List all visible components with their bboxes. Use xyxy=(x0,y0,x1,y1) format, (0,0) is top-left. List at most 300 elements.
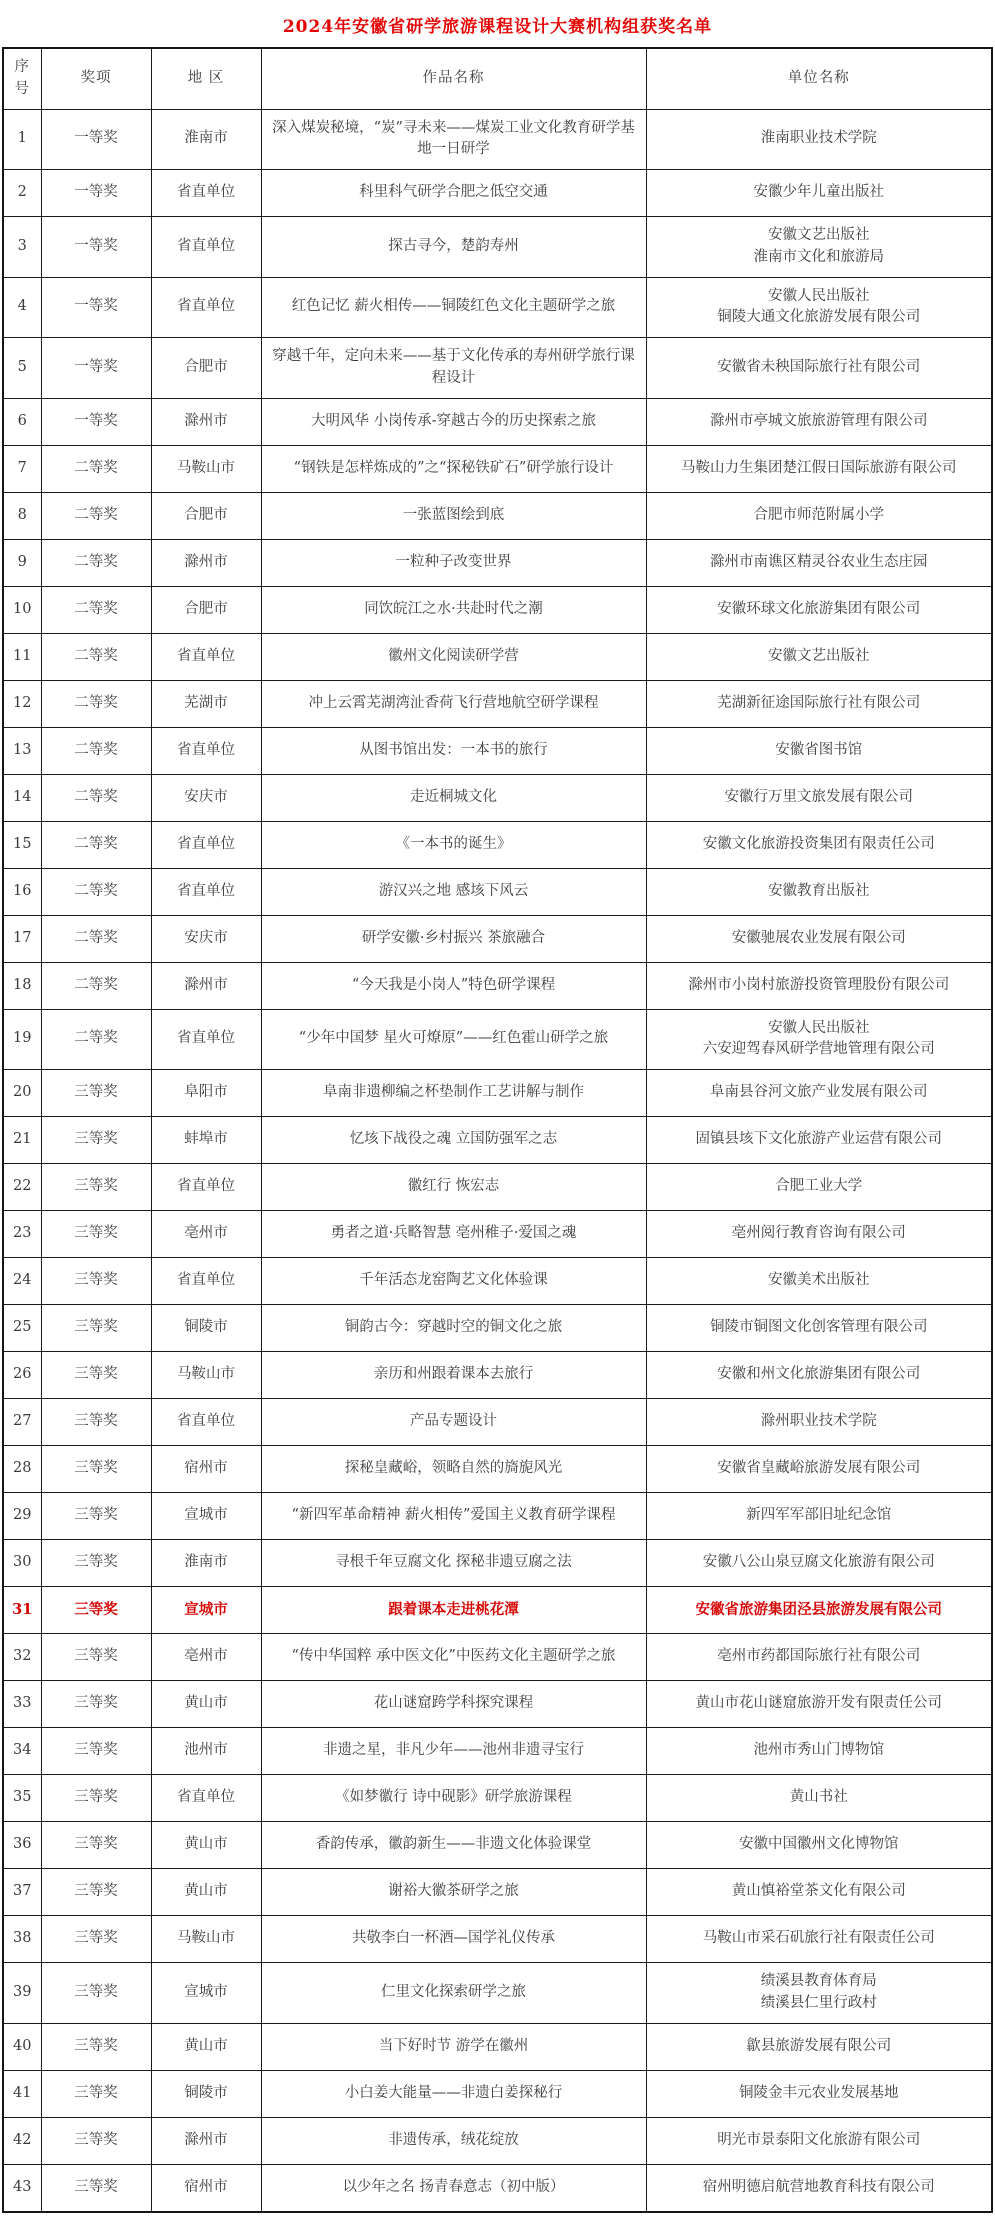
unit-line: 安徽驰展农业发展有限公司 xyxy=(731,929,906,946)
unit-line: 黄山书社 xyxy=(789,1789,848,1806)
cell-work: 跟着课本走进桃花潭 xyxy=(261,1587,646,1634)
table-row xyxy=(3,170,992,217)
unit-line: 合肥工业大学 xyxy=(775,1178,863,1195)
cell-award: 三等奖 xyxy=(41,1493,151,1540)
table-row xyxy=(3,1681,992,1728)
unit-line: 铜陵市铜图文化创客管理有限公司 xyxy=(710,1319,928,1336)
table-row xyxy=(3,1775,992,1822)
cell-award: 三等奖 xyxy=(41,1305,151,1352)
table-row xyxy=(3,1587,992,1634)
unit-line: 明光市景泰阳文化旅游有限公司 xyxy=(717,2131,921,2148)
cell-no: 40 xyxy=(3,2023,41,2070)
table-row xyxy=(3,1869,992,1916)
cell-region: 宿州市 xyxy=(151,2164,261,2212)
table-row xyxy=(3,2164,992,2212)
cell-region: 省直单位 xyxy=(151,868,261,915)
cell-region: 铜陵市 xyxy=(151,2070,261,2117)
cell-award: 二等奖 xyxy=(41,539,151,586)
cell-region: 阜阳市 xyxy=(151,1070,261,1117)
cell-region: 省直单位 xyxy=(151,277,261,338)
table-row xyxy=(3,1540,992,1587)
cell-work: 探古寻今，楚韵寿州 xyxy=(261,217,646,278)
unit-line: 固镇县垓下文化旅游产业运营有限公司 xyxy=(695,1131,942,1148)
unit-line: 滁州职业技术学院 xyxy=(760,1413,877,1430)
unit-line: 马鞍山力生集团楚江假日国际旅游有限公司 xyxy=(681,459,957,476)
cell-no: 33 xyxy=(3,1681,41,1728)
unit-line: 亳州阅行教育咨询有限公司 xyxy=(731,1225,906,1242)
cell-no: 13 xyxy=(3,727,41,774)
cell-unit xyxy=(646,1587,992,1634)
cell-award: 三等奖 xyxy=(41,1869,151,1916)
cell-region: 滁州市 xyxy=(151,962,261,1009)
cell-no: 39 xyxy=(3,1963,41,2024)
cell-no: 26 xyxy=(3,1352,41,1399)
cell-no: 16 xyxy=(3,868,41,915)
cell-work: 同饮皖江之水·共赴时代之潮 xyxy=(261,586,646,633)
cell-region: 池州市 xyxy=(151,1728,261,1775)
cell-unit xyxy=(646,1681,992,1728)
cell-no: 34 xyxy=(3,1728,41,1775)
cell-award: 三等奖 xyxy=(41,1587,151,1634)
cell-no: 20 xyxy=(3,1070,41,1117)
cell-no: 37 xyxy=(3,1869,41,1916)
table-row xyxy=(3,1009,992,1070)
cell-region: 安庆市 xyxy=(151,915,261,962)
cell-unit xyxy=(646,1634,992,1681)
cell-no: 1 xyxy=(3,109,41,170)
cell-region: 合肥市 xyxy=(151,338,261,399)
cell-work: “传中华国粹 承中医文化”中医药文化主题研学之旅 xyxy=(261,1634,646,1681)
cell-region: 省直单位 xyxy=(151,1399,261,1446)
cell-no: 24 xyxy=(3,1258,41,1305)
cell-unit xyxy=(646,1869,992,1916)
cell-work: 穿越千年，定向未来——基于文化传承的寿州研学旅行课程设计 xyxy=(261,338,646,399)
cell-work: 研学安徽·乡村振兴 茶旅融合 xyxy=(261,915,646,962)
cell-no: 27 xyxy=(3,1399,41,1446)
cell-award: 二等奖 xyxy=(41,727,151,774)
unit-line: 宿州明德启航营地教育科技有限公司 xyxy=(702,2178,935,2195)
cell-award: 三等奖 xyxy=(41,1164,151,1211)
header-award: 奖项 xyxy=(41,48,151,109)
cell-work: 铜韵古今：穿越时空的铜文化之旅 xyxy=(261,1305,646,1352)
cell-award: 三等奖 xyxy=(41,2164,151,2212)
page-title: 2024年安徽省研学旅游课程设计大赛机构组获奖名单 xyxy=(282,17,713,37)
cell-region: 亳州市 xyxy=(151,1211,261,1258)
unit-line: 安徽人民出版社 xyxy=(768,1019,870,1036)
unit-line: 安徽行万里文旅发展有限公司 xyxy=(724,788,913,805)
cell-no: 2 xyxy=(3,170,41,217)
table-row xyxy=(3,1634,992,1681)
award-table xyxy=(2,47,993,2213)
cell-unit xyxy=(646,1540,992,1587)
cell-award: 三等奖 xyxy=(41,2070,151,2117)
cell-unit xyxy=(646,492,992,539)
cell-unit xyxy=(646,1305,992,1352)
cell-region: 滁州市 xyxy=(151,2117,261,2164)
cell-work: 冲上云霄芜湖湾沚香荷飞行营地航空研学课程 xyxy=(261,680,646,727)
table-row xyxy=(3,774,992,821)
unit-line: 滁州市亭城文旅旅游管理有限公司 xyxy=(710,412,928,429)
cell-region: 淮南市 xyxy=(151,1540,261,1587)
table-row xyxy=(3,445,992,492)
cell-no: 14 xyxy=(3,774,41,821)
cell-work: 非遗之星，非凡少年——池州非遗寻宝行 xyxy=(261,1728,646,1775)
cell-unit xyxy=(646,109,992,170)
cell-no: 12 xyxy=(3,680,41,727)
cell-region: 省直单位 xyxy=(151,1164,261,1211)
unit-line: 铜陵大通文化旅游发展有限公司 xyxy=(717,309,921,326)
cell-unit xyxy=(646,445,992,492)
cell-unit xyxy=(646,217,992,278)
cell-work: 游汉兴之地 感垓下风云 xyxy=(261,868,646,915)
unit-line: 歙县旅游发展有限公司 xyxy=(746,2037,892,2054)
cell-no: 11 xyxy=(3,633,41,680)
cell-region: 淮南市 xyxy=(151,109,261,170)
table-row xyxy=(3,1399,992,1446)
cell-no: 15 xyxy=(3,821,41,868)
table-row xyxy=(3,1211,992,1258)
table-row xyxy=(3,915,992,962)
unit-line: 黄山市花山谜窟旅游开发有限责任公司 xyxy=(695,1695,942,1712)
cell-no: 31 xyxy=(3,1587,41,1634)
cell-no: 21 xyxy=(3,1117,41,1164)
cell-unit xyxy=(646,821,992,868)
table-row xyxy=(3,821,992,868)
cell-award: 三等奖 xyxy=(41,1775,151,1822)
unit-line: 安徽环球文化旅游集团有限公司 xyxy=(717,600,921,617)
table-row xyxy=(3,1164,992,1211)
cell-unit xyxy=(646,1728,992,1775)
cell-region: 省直单位 xyxy=(151,727,261,774)
unit-line: 滁州市小岗村旅游投资管理股份有限公司 xyxy=(688,976,950,993)
cell-no: 32 xyxy=(3,1634,41,1681)
cell-region: 合肥市 xyxy=(151,492,261,539)
table-row xyxy=(3,1352,992,1399)
table-row xyxy=(3,1916,992,1963)
table-row xyxy=(3,1258,992,1305)
cell-unit xyxy=(646,1117,992,1164)
cell-region: 马鞍山市 xyxy=(151,445,261,492)
unit-line: 芜湖新征途国际旅行社有限公司 xyxy=(717,694,921,711)
cell-work: 一粒种子改变世界 xyxy=(261,539,646,586)
cell-award: 二等奖 xyxy=(41,821,151,868)
cell-unit xyxy=(646,680,992,727)
cell-unit xyxy=(646,633,992,680)
cell-unit xyxy=(646,1070,992,1117)
cell-work: 非遗传承，绒花绽放 xyxy=(261,2117,646,2164)
table-row xyxy=(3,1305,992,1352)
unit-line: 合肥市师范附属小学 xyxy=(753,506,884,523)
unit-line: 铜陵金丰元农业发展基地 xyxy=(739,2084,899,2101)
cell-region: 省直单位 xyxy=(151,1775,261,1822)
unit-line: 安徽省皇藏峪旅游发展有限公司 xyxy=(717,1460,921,1477)
header-no: 序号 xyxy=(3,48,41,109)
table-row xyxy=(3,338,992,399)
cell-region: 宣城市 xyxy=(151,1963,261,2024)
cell-unit xyxy=(646,915,992,962)
unit-line: 安徽人民出版社 xyxy=(768,287,870,304)
table-row xyxy=(3,1822,992,1869)
table-row xyxy=(3,1963,992,2024)
cell-unit xyxy=(646,170,992,217)
cell-award: 三等奖 xyxy=(41,1117,151,1164)
table-header-row xyxy=(3,48,992,109)
cell-work: 仁里文化探索研学之旅 xyxy=(261,1963,646,2024)
cell-work: 花山谜窟跨学科探究课程 xyxy=(261,1681,646,1728)
unit-line: 安徽八公山泉豆腐文化旅游有限公司 xyxy=(702,1554,935,1571)
unit-line: 新四军军部旧址纪念馆 xyxy=(746,1507,892,1524)
cell-work: 千年活态龙窑陶艺文化体验课 xyxy=(261,1258,646,1305)
table-row xyxy=(3,1493,992,1540)
cell-no: 17 xyxy=(3,915,41,962)
cell-unit xyxy=(646,2164,992,2212)
cell-award: 二等奖 xyxy=(41,445,151,492)
table-row xyxy=(3,109,992,170)
table-row xyxy=(3,1070,992,1117)
cell-unit xyxy=(646,2023,992,2070)
cell-award: 二等奖 xyxy=(41,1009,151,1070)
cell-region: 安庆市 xyxy=(151,774,261,821)
cell-no: 30 xyxy=(3,1540,41,1587)
cell-award: 二等奖 xyxy=(41,492,151,539)
cell-unit xyxy=(646,1258,992,1305)
unit-line: 马鞍山市采石矶旅行社有限责任公司 xyxy=(702,1930,935,1947)
cell-region: 省直单位 xyxy=(151,170,261,217)
cell-region: 马鞍山市 xyxy=(151,1916,261,1963)
cell-award: 三等奖 xyxy=(41,2023,151,2070)
cell-work: 勇者之道·兵略智慧 亳州稚子·爱国之魂 xyxy=(261,1211,646,1258)
cell-unit xyxy=(646,1775,992,1822)
unit-line: 安徽省旅游集团泾县旅游发展有限公司 xyxy=(695,1601,942,1619)
cell-unit xyxy=(646,868,992,915)
unit-line: 滁州市南谯区精灵谷农业生态庄园 xyxy=(710,553,928,570)
cell-unit xyxy=(646,1963,992,2024)
cell-work: “新四军革命精神 薪火相传”爱国主义教育研学课程 xyxy=(261,1493,646,1540)
table-row xyxy=(3,1117,992,1164)
cell-no: 3 xyxy=(3,217,41,278)
cell-award: 三等奖 xyxy=(41,1446,151,1493)
table-row xyxy=(3,680,992,727)
cell-unit xyxy=(646,586,992,633)
cell-no: 41 xyxy=(3,2070,41,2117)
cell-region: 黄山市 xyxy=(151,1822,261,1869)
cell-no: 5 xyxy=(3,338,41,399)
cell-work: 忆垓下战役之魂 立国防强军之志 xyxy=(261,1117,646,1164)
cell-unit xyxy=(646,1352,992,1399)
table-row xyxy=(3,962,992,1009)
cell-region: 亳州市 xyxy=(151,1634,261,1681)
cell-award: 一等奖 xyxy=(41,109,151,170)
cell-award: 三等奖 xyxy=(41,1258,151,1305)
table-row xyxy=(3,2117,992,2164)
table-body xyxy=(3,109,992,2212)
cell-work: 科里科气研学合肥之低空交通 xyxy=(261,170,646,217)
cell-award: 一等奖 xyxy=(41,338,151,399)
cell-region: 芜湖市 xyxy=(151,680,261,727)
cell-region: 宣城市 xyxy=(151,1587,261,1634)
cell-region: 省直单位 xyxy=(151,633,261,680)
unit-line: 六安迎驾春风研学营地管理有限公司 xyxy=(702,1041,935,1058)
table-row xyxy=(3,217,992,278)
cell-award: 三等奖 xyxy=(41,1399,151,1446)
cell-no: 7 xyxy=(3,445,41,492)
cell-work: 徽州文化阅读研学营 xyxy=(261,633,646,680)
cell-unit xyxy=(646,727,992,774)
cell-work: 大明风华 小岗传承-穿越古今的历史探索之旅 xyxy=(261,398,646,445)
cell-award: 二等奖 xyxy=(41,774,151,821)
unit-line: 安徽教育出版社 xyxy=(768,882,870,899)
cell-award: 二等奖 xyxy=(41,586,151,633)
cell-no: 4 xyxy=(3,277,41,338)
cell-award: 二等奖 xyxy=(41,868,151,915)
cell-no: 10 xyxy=(3,586,41,633)
cell-work: 《如梦徽行 诗中砚影》研学旅游课程 xyxy=(261,1775,646,1822)
cell-work: 《一本书的诞生》 xyxy=(261,821,646,868)
unit-line: 绩溪县教育体育局 xyxy=(760,1973,877,1989)
cell-work: 当下好时节 游学在徽州 xyxy=(261,2023,646,2070)
cell-award: 一等奖 xyxy=(41,398,151,445)
cell-work: 寻根千年豆腐文化 探秘非遗豆腐之法 xyxy=(261,1540,646,1587)
cell-region: 省直单位 xyxy=(151,1009,261,1070)
cell-award: 三等奖 xyxy=(41,1634,151,1681)
unit-line: 池州市秀山门博物馆 xyxy=(753,1742,884,1759)
unit-line: 淮南职业技术学院 xyxy=(760,130,877,147)
cell-unit xyxy=(646,774,992,821)
cell-award: 三等奖 xyxy=(41,1540,151,1587)
cell-work: 小白姜大能量——非遗白姜探秘行 xyxy=(261,2070,646,2117)
table-row xyxy=(3,633,992,680)
cell-award: 二等奖 xyxy=(41,962,151,1009)
cell-no: 18 xyxy=(3,962,41,1009)
cell-no: 38 xyxy=(3,1916,41,1963)
unit-line: 安徽中国徽州文化博物馆 xyxy=(739,1836,899,1853)
cell-region: 黄山市 xyxy=(151,1869,261,1916)
cell-no: 35 xyxy=(3,1775,41,1822)
cell-region: 合肥市 xyxy=(151,586,261,633)
cell-no: 36 xyxy=(3,1822,41,1869)
unit-line: 亳州市药都国际旅行社有限公司 xyxy=(717,1648,921,1665)
cell-work: 香韵传承，徽韵新生——非遗文化体验课堂 xyxy=(261,1822,646,1869)
table-row xyxy=(3,277,992,338)
table-row xyxy=(3,539,992,586)
cell-unit xyxy=(646,962,992,1009)
cell-region: 黄山市 xyxy=(151,2023,261,2070)
cell-no: 29 xyxy=(3,1493,41,1540)
unit-line: 安徽省图书馆 xyxy=(775,741,863,758)
cell-unit xyxy=(646,1493,992,1540)
cell-work: 谢裕大徽茶研学之旅 xyxy=(261,1869,646,1916)
cell-no: 8 xyxy=(3,492,41,539)
cell-region: 宣城市 xyxy=(151,1493,261,1540)
cell-award: 二等奖 xyxy=(41,680,151,727)
cell-region: 铜陵市 xyxy=(151,1305,261,1352)
cell-region: 蚌埠市 xyxy=(151,1117,261,1164)
cell-work: 徽红行 恢宏志 xyxy=(261,1164,646,1211)
cell-unit xyxy=(646,398,992,445)
table-row xyxy=(3,586,992,633)
cell-unit xyxy=(646,277,992,338)
table-row xyxy=(3,868,992,915)
table-row xyxy=(3,1446,992,1493)
unit-line: 安徽和州文化旅游集团有限公司 xyxy=(717,1366,921,1383)
table-row xyxy=(3,398,992,445)
table-row xyxy=(3,2070,992,2117)
cell-work: 走近桐城文化 xyxy=(261,774,646,821)
cell-region: 省直单位 xyxy=(151,821,261,868)
unit-line: 安徽美术出版社 xyxy=(768,1272,870,1289)
cell-award: 三等奖 xyxy=(41,1963,151,2024)
cell-unit xyxy=(646,1446,992,1493)
cell-region: 滁州市 xyxy=(151,398,261,445)
cell-award: 一等奖 xyxy=(41,170,151,217)
cell-no: 43 xyxy=(3,2164,41,2212)
header-region: 地 区 xyxy=(151,48,261,109)
cell-work: “少年中国梦 星火可燎原”——红色霍山研学之旅 xyxy=(261,1009,646,1070)
cell-unit xyxy=(646,338,992,399)
cell-award: 一等奖 xyxy=(41,277,151,338)
cell-award: 三等奖 xyxy=(41,1822,151,1869)
cell-work: “钢铁是怎样炼成的”之“探秘铁矿石”研学旅行设计 xyxy=(261,445,646,492)
unit-line: 绩溪县仁里行政村 xyxy=(760,1994,877,2011)
table-row xyxy=(3,492,992,539)
cell-unit xyxy=(646,2070,992,2117)
cell-unit xyxy=(646,1399,992,1446)
cell-unit xyxy=(646,1916,992,1963)
cell-award: 三等奖 xyxy=(41,1681,151,1728)
cell-award: 三等奖 xyxy=(41,1211,151,1258)
cell-award: 三等奖 xyxy=(41,1728,151,1775)
cell-region: 宿州市 xyxy=(151,1446,261,1493)
cell-region: 省直单位 xyxy=(151,217,261,278)
unit-line: 阜南县谷河文旅产业发展有限公司 xyxy=(710,1084,928,1101)
cell-award: 三等奖 xyxy=(41,1070,151,1117)
unit-line: 安徽文艺出版社 xyxy=(768,227,870,243)
cell-region: 省直单位 xyxy=(151,1258,261,1305)
table-row xyxy=(3,2023,992,2070)
cell-work: 一张蓝图绘到底 xyxy=(261,492,646,539)
cell-award: 二等奖 xyxy=(41,915,151,962)
unit-line: 安徽少年儿童出版社 xyxy=(753,184,884,201)
unit-line: 安徽省未秧国际旅行社有限公司 xyxy=(717,358,921,375)
cell-work: “今天我是小岗人”特色研学课程 xyxy=(261,962,646,1009)
cell-work: 共敬李白一杯酒—国学礼仪传承 xyxy=(261,1916,646,1963)
cell-no: 9 xyxy=(3,539,41,586)
cell-no: 42 xyxy=(3,2117,41,2164)
cell-no: 19 xyxy=(3,1009,41,1070)
cell-region: 黄山市 xyxy=(151,1681,261,1728)
cell-no: 25 xyxy=(3,1305,41,1352)
cell-no: 23 xyxy=(3,1211,41,1258)
unit-line: 淮南市文化和旅游局 xyxy=(753,248,884,265)
cell-no: 6 xyxy=(3,398,41,445)
table-row xyxy=(3,1728,992,1775)
unit-line: 安徽文艺出版社 xyxy=(768,647,870,664)
cell-unit xyxy=(646,1009,992,1070)
cell-region: 滁州市 xyxy=(151,539,261,586)
cell-award: 三等奖 xyxy=(41,2117,151,2164)
unit-line: 黄山慎裕堂茶文化有限公司 xyxy=(731,1883,906,1900)
cell-unit xyxy=(646,2117,992,2164)
cell-work: 阜南非遗柳编之杯垫制作工艺讲解与制作 xyxy=(261,1070,646,1117)
cell-award: 三等奖 xyxy=(41,1352,151,1399)
cell-work: 红色记忆 薪火相传——铜陵红色文化主题研学之旅 xyxy=(261,277,646,338)
cell-no: 28 xyxy=(3,1446,41,1493)
table-row xyxy=(3,727,992,774)
cell-award: 三等奖 xyxy=(41,1916,151,1963)
cell-unit xyxy=(646,539,992,586)
header-work: 作品名称 xyxy=(261,48,646,109)
unit-line: 安徽文化旅游投资集团有限责任公司 xyxy=(702,835,935,852)
